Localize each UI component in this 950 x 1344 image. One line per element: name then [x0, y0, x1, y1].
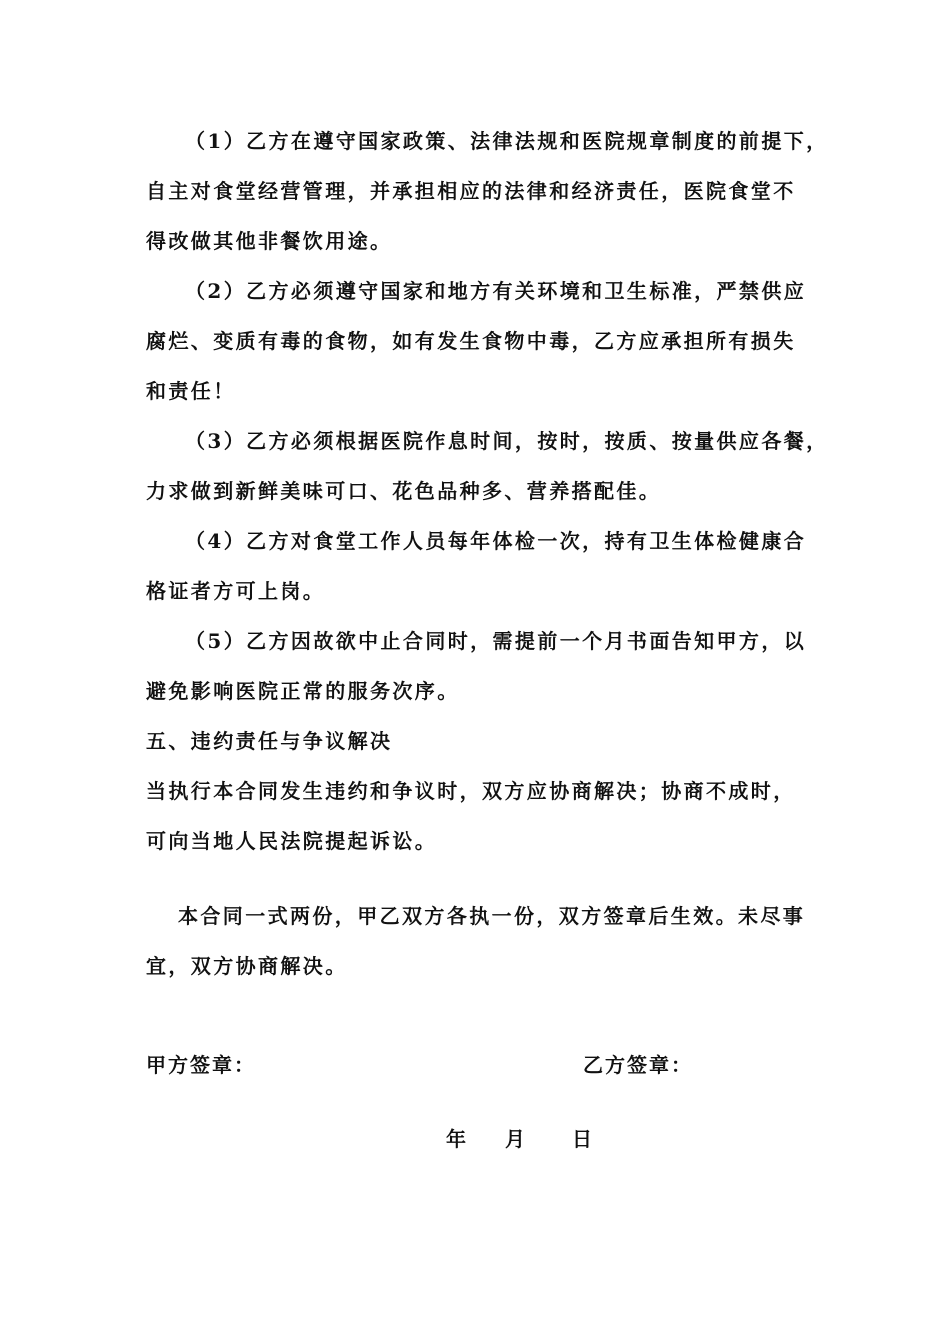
clause-1-line-3: 得改做其他非餐饮用途。	[146, 229, 393, 253]
clause-2-line-3: 和责任！	[146, 379, 236, 403]
section-5-heading: 五、违约责任与争议解决	[146, 729, 393, 753]
clause-4-line-2: 格证者方可上岗。	[146, 579, 326, 603]
party-b-signature-label: 乙方签章：	[583, 1053, 693, 1077]
clause-1-line-1: （1）乙方在遵守国家政策、法律法规和医院规章制度的前提下，	[185, 129, 829, 153]
clause-2-line-2: 腐烂、变质有毒的食物，如有发生食物中毒，乙方应承担所有损失	[146, 329, 796, 353]
party-a-signature-label: 甲方签章：	[146, 1053, 256, 1077]
clause-3-line-2: 力求做到新鲜美味可口、花色品种多、营养搭配佳。	[146, 479, 662, 503]
clause-4-line-1: （4）乙方对食堂工作人员每年体检一次，持有卫生体检健康合	[185, 529, 807, 553]
date-day-label: 日	[572, 1127, 594, 1151]
section-5-line-2: 可向当地人民法院提起诉讼。	[146, 829, 438, 853]
section-5-line-1: 当执行本合同发生违约和争议时，双方应协商解决；协商不成时，	[146, 779, 796, 803]
date-year-label: 年	[446, 1127, 468, 1151]
clause-5-line-1: （5）乙方因故欲中止合同时，需提前一个月书面告知甲方，以	[185, 629, 807, 653]
clause-2-line-1: （2）乙方必须遵守国家和地方有关环境和卫生标准，严禁供应	[185, 279, 807, 303]
clause-5-line-2: 避免影响医院正常的服务次序。	[146, 679, 460, 703]
clause-1-line-2: 自主对食堂经营管理，并承担相应的法律和经济责任，医院食堂不	[146, 179, 796, 203]
closing-line-1: 本合同一式两份，甲乙双方各执一份，双方签章后生效。未尽事	[178, 904, 806, 928]
closing-line-2: 宜，双方协商解决。	[146, 954, 348, 978]
clause-3-line-1: （3）乙方必须根据医院作息时间，按时，按质、按量供应各餐，	[185, 429, 829, 453]
date-month-label: 月	[505, 1127, 527, 1151]
